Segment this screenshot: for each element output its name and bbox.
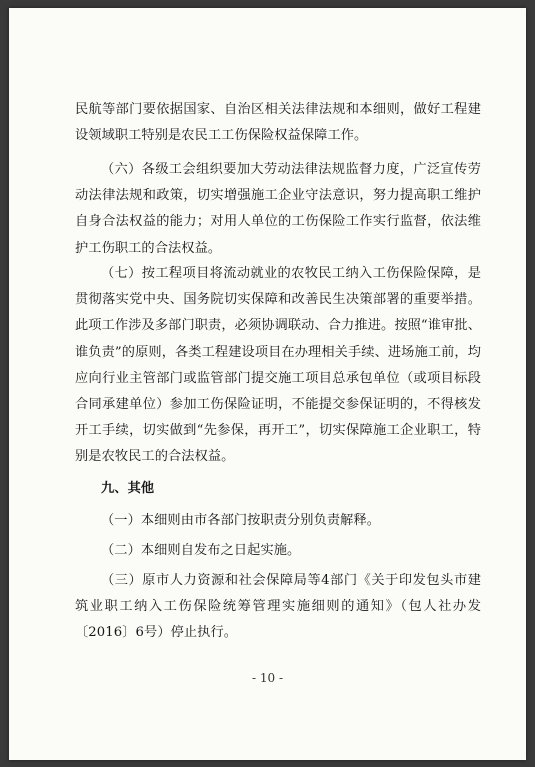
paragraph-item-7: （七）按工程项目将流动就业的农牧民工纳入工伤保险保障，是贯彻落实党中央、国务院切实保障和改善民生决策部署的重要举措。此项工作涉及多部门职责，必须协调联动、合力推进。按照“谁审批、谁负责”的原则，各类工程建设项目在办理相关手续、进场施工前，均应向行业主管部门或监管部门提交施工项目总承包单位（或项目标段合同承建单位）参加工伤保险证明，不能提交参保证明的，不得核发开工手续，切实做到“先参保，再开工”，切实保障施工企业职工，特别是农牧民工的合法权益。 — [75, 266, 481, 465]
paragraph-item-9-1: （一）本细则由市各部门按职责分别负责解释。 — [101, 513, 381, 528]
paragraph-continuation: 民航等部门要依据国家、自治区相关法律法规和本细则，做好工程建设领域职工特别是农民工工伤保险权益保障工作。 — [75, 102, 481, 144]
paragraph-item-6: （六）各级工会组织要加大劳动法律法规监督力度，广泛宣传劳动法律法规和政策，切实增强施工企业守法意识，努力提高职工维护自身合法权益的能力；对用人单位的工伤保险工作实行监督，依法维护工伤职工的合法权益。 — [75, 162, 481, 256]
paragraph-item-9-2: （二）本细则自发布之日起实施。 — [101, 543, 301, 558]
document-page — [9, 8, 526, 760]
section-heading-9: 九、其他 — [101, 481, 155, 496]
page-number: - 10 - — [251, 671, 283, 685]
paragraph-item-9-3: （三）原市人力资源和社会保障局等4部门《关于印发包头市建筑业职工纳入工伤保险统筹管理实施细则的通知》（包人社办发〔2016〕6号）停止执行。 — [75, 573, 481, 641]
